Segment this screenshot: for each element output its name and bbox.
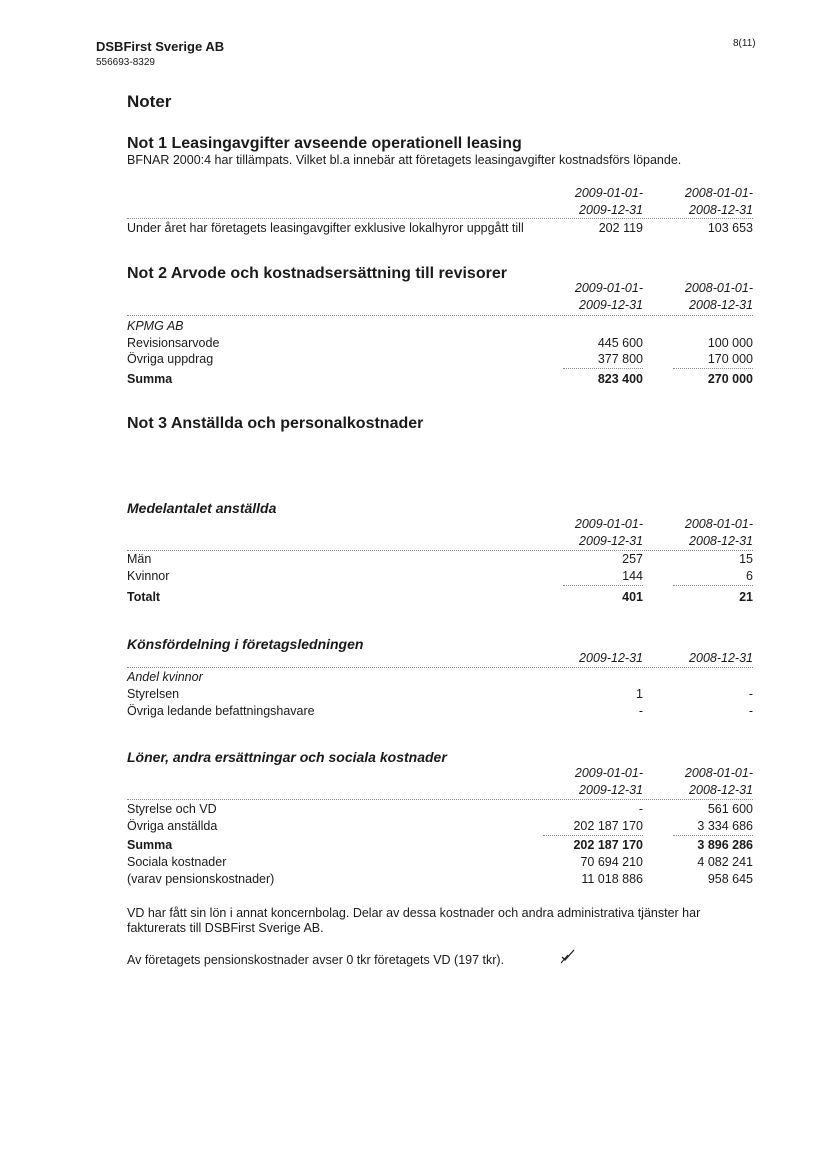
row-value-2009: 144 [622,569,643,583]
total-value-2008: 3 896 286 [697,838,753,852]
employees-subheading: Medelantalet anställda [127,500,277,516]
checkmark-icon [560,948,576,964]
gender-subheading: Könsfördelning i företagsledningen [127,636,364,652]
employees-col1-line1: 2009-01-01- [574,517,643,531]
row-label: Övriga anställda [127,819,218,833]
row-value-2009: - [638,802,643,816]
note2-col2-line2: 2008-12-31 [689,298,753,312]
page-title: Noter [127,92,172,111]
note2-col-header-row1 [127,281,753,297]
note2-heading: Not 2 Arvode och kostnadsersättning till revisorer [127,265,507,282]
table-row [127,336,753,352]
note1-col2-line2: 2008-12-31 [689,203,753,217]
employees-col1-line2: 2009-12-31 [579,534,643,548]
sum-line [673,585,753,586]
gender-col1: 2009-12-31 [579,651,643,665]
table-row [127,552,753,568]
row-label: Styrelse och VD [127,802,217,816]
total-row [127,838,753,854]
row-value-2009: 11 018 886 [581,872,643,886]
total-value-2008: 270 000 [707,372,753,386]
salaries-col-header-row1 [127,766,753,782]
note2-col1-line2: 2009-12-31 [579,298,643,312]
divider [127,550,753,551]
note1-heading: Not 1 Leasingavgifter avseende operationell leasing [127,135,522,152]
company-name: DSBFirst Sverige AB [96,39,225,54]
row-label: Sociala kostnader [127,855,227,869]
note1-col1-line1: 2009-01-01- [574,186,643,200]
row-value-2008: 4 082 241 [697,855,753,869]
salaries-col2-line2: 2008-12-31 [689,783,753,797]
note1-row [127,221,753,237]
row-value-2009: 70 694 210 [580,855,643,869]
group-label: KPMG AB [127,319,184,333]
divider [127,315,753,316]
salaries-col2-line1: 2008-01-01- [684,766,753,780]
employees-col-header-row2 [127,534,753,550]
table-row [127,704,753,720]
sum-line [563,585,643,586]
row-value-2009: 257 [622,552,643,566]
total-label: Summa [127,372,173,386]
total-value-2008: 21 [739,590,753,604]
row-label: Män [127,552,152,566]
row-value-2008: 958 645 [707,872,753,886]
total-value-2009: 202 187 170 [573,838,643,852]
note2-col-header-row2 [127,298,753,314]
row-label: Kvinnor [127,569,170,583]
sum-line [563,368,643,369]
total-label: Totalt [127,590,161,604]
table-row [127,819,753,835]
divider [127,799,753,800]
row-label: (varav pensionskostnader) [127,872,275,886]
note1-col2-line1: 2008-01-01- [684,186,753,200]
org-number: 556693-8329 [96,57,155,68]
salaries-col1-line1: 2009-01-01- [574,766,643,780]
row-value-2009: 202 119 [598,221,643,235]
note1-text: BFNAR 2000:4 har tillämpats. Vilket bl.a innebär att företagets leasingavgifter kostnadsförs löpande. [127,153,682,167]
row-value-2009: 377 800 [597,352,643,366]
table-row [127,855,753,871]
note1-col-header-row2 [127,203,753,219]
row-value-2008: 3 334 686 [697,819,753,833]
gender-group-row [127,670,753,686]
employees-col2-line1: 2008-01-01- [684,517,753,531]
salaries-subheading: Löner, andra ersättningar och sociala kostnader [127,749,447,765]
row-value-2008: 100 000 [707,336,753,350]
table-row [127,687,753,703]
row-value-2008: - [748,704,753,718]
note3-paragraph-vd: VD har fått sin lön i annat koncernbolag. Delar av dessa kostnader och andra administrativa tjänster har fakturerats till DSBFirst Sverige AB. [127,906,701,935]
row-value-2009: 202 187 170 [573,819,643,833]
table-row [127,872,753,888]
group-label: Andel kvinnor [127,670,203,684]
salaries-col1-line2: 2009-12-31 [579,783,643,797]
note1-col-header-row1 [127,186,753,202]
row-label: Övriga uppdrag [127,352,214,366]
row-label: Under året har företagets leasingavgifter exklusive lokalhyror uppgått till [127,221,524,235]
total-row [127,590,753,606]
note2-group-row [127,319,753,335]
sum-line [673,368,753,369]
total-row [127,372,753,388]
total-label: Summa [127,838,173,852]
row-label: Styrelsen [127,687,180,701]
sum-line [673,835,753,836]
row-value-2008: 103 653 [707,221,753,235]
row-value-2008: 15 [739,552,753,566]
employees-col-header-row1 [127,517,753,533]
row-value-2008: 561 600 [707,802,753,816]
row-value-2009: 445 600 [597,336,643,350]
note3-heading: Not 3 Anställda och personalkostnader [127,415,424,432]
row-value-2008: - [748,687,753,701]
gender-col2: 2008-12-31 [689,651,753,665]
sum-line [543,835,643,836]
row-value-2008: 170 000 [707,352,753,366]
total-value-2009: 823 400 [597,372,643,386]
table-row [127,802,753,818]
employees-col2-line2: 2008-12-31 [689,534,753,548]
page-number: 8(11) [733,38,756,49]
table-row [127,352,753,368]
row-label: Revisionsarvode [127,336,220,350]
gender-col-header [127,651,753,667]
row-value-2009: - [638,704,643,718]
row-label: Övriga ledande befattningshavare [127,704,315,718]
row-value-2009: 1 [636,687,643,701]
salaries-col-header-row2 [127,783,753,799]
note2-col1-line1: 2009-01-01- [574,281,643,295]
total-value-2009: 401 [622,590,643,604]
table-row [127,569,753,585]
note1-col1-line2: 2009-12-31 [579,203,643,217]
divider [127,218,753,219]
divider [127,667,753,668]
row-value-2008: 6 [746,569,753,583]
note2-col2-line1: 2008-01-01- [684,281,753,295]
note3-paragraph-pension: Av företagets pensionskostnader avser 0 tkr företagets VD (197 tkr). [127,953,505,967]
